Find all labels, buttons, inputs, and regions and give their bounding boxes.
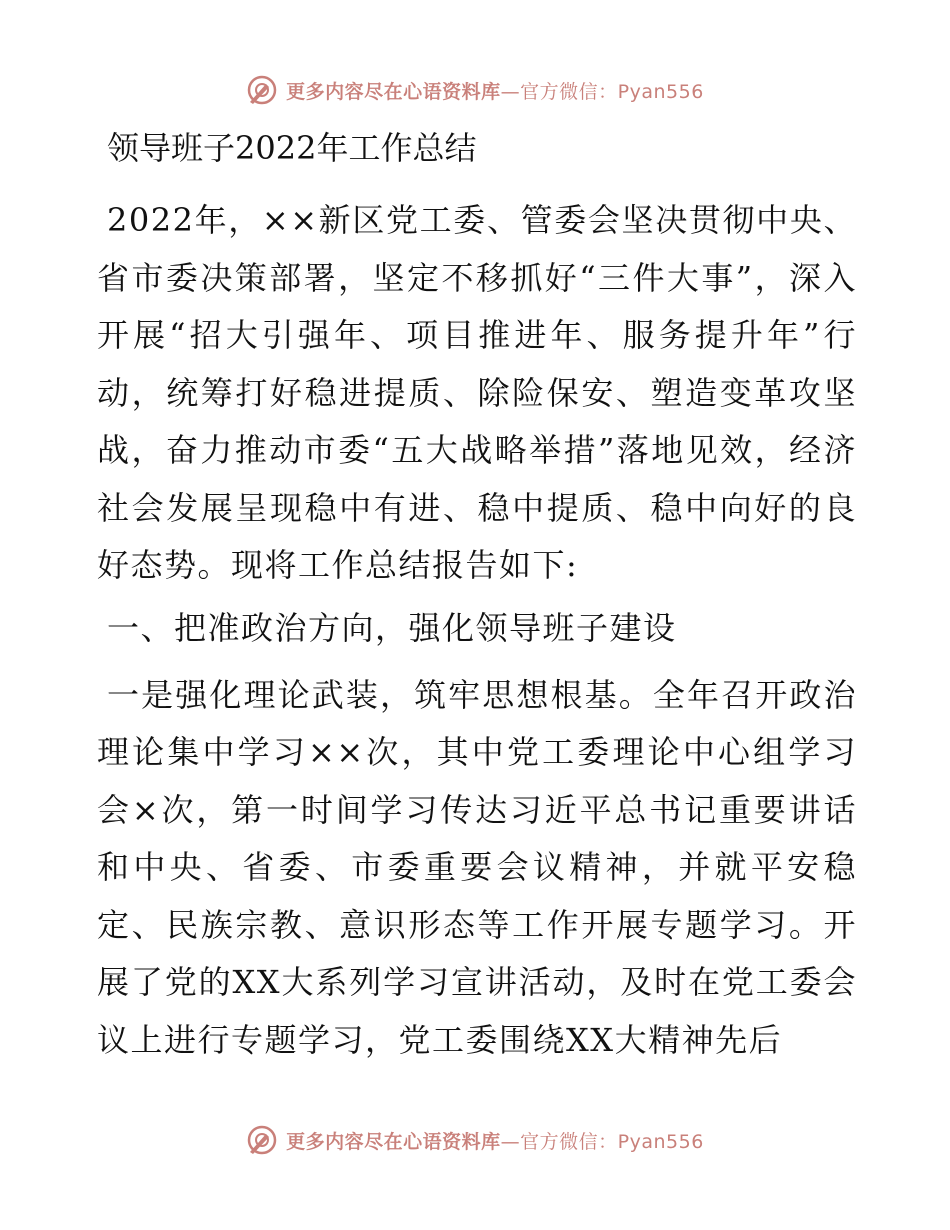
- section-heading: 一、把准政治方向，强化领导班子建设: [107, 608, 677, 647]
- footer-watermark: [0, 1122, 950, 1158]
- header-watermark: [0, 72, 950, 108]
- watermark-account: 官方微信：Pyan556: [520, 80, 704, 103]
- watermark-brand: 更多内容尽在心语资料库: [286, 1130, 501, 1153]
- intro-paragraph: 2022年，××新区党工委、管委会坚决贯彻中央、省市委决策部署，坚定不移抓好“三件大事”，深入开展“招大引强年、项目推进年、服务提升年”行动，统筹打好稳进提质、除险保安、塑造变革攻坚战，奋力推动市委“五大战略举措”落地见效，经济社会发展呈现稳中有进、稳中提质、稳中向好的良好态势。现将工作总结报告如下:: [97, 201, 857, 584]
- pen-circle-icon: [246, 1124, 278, 1156]
- watermark-brand: 更多内容尽在心语资料库: [286, 80, 501, 103]
- watermark-account: 官方微信：Pyan556: [520, 1130, 704, 1153]
- watermark-separator: —: [500, 80, 521, 103]
- document-body: [97, 126, 857, 1077]
- document-title: 领导班子2022年工作总结: [107, 129, 477, 167]
- section-paragraph: 一是强化理论武装，筑牢思想根基。全年召开政治理论集中学习××次，其中党工委理论中心组学习会×次，第一时间学习传达习近平总书记重要讲话和中央、省委、市委重要会议精神，并就平安稳定、民族宗教、意识形态等工作开展专题学习。开展了党的XX大系列学习宣讲活动，及时在党工委会议上进行专题学习，党工委围绕XX大精神先后: [97, 675, 857, 1059]
- watermark-separator: —: [500, 1130, 521, 1153]
- pen-circle-icon: [246, 74, 278, 106]
